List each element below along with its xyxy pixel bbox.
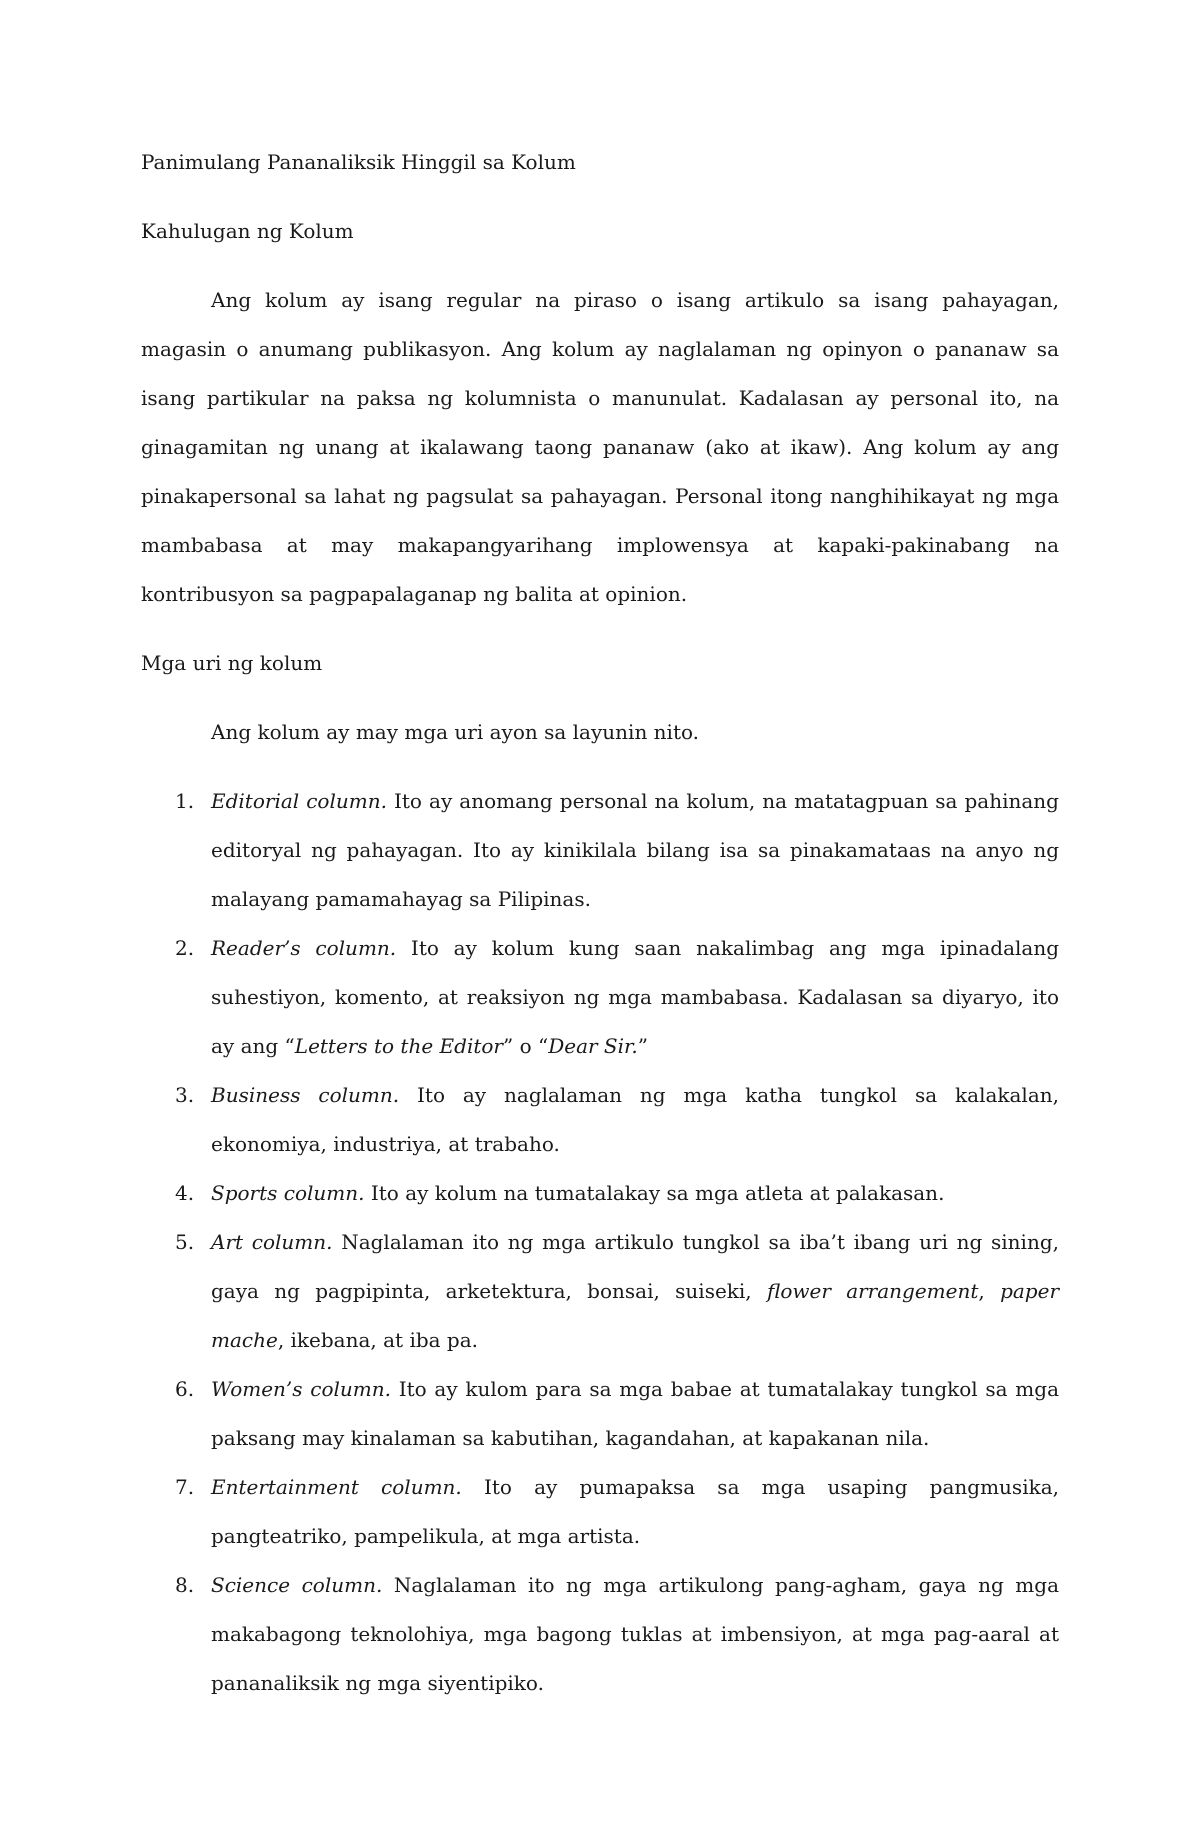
document-body [141,138,1059,1708]
list-item-term: Business column. [211,1083,400,1107]
list-item-readers [141,924,1059,1071]
list-item-emphasis: Letters to the Editor [294,1034,503,1058]
list-item-term: Women’s column. [211,1377,391,1401]
list-item-text: ” o “ [502,1034,549,1058]
list-item-text: Naglalaman ito ng mga artikulo tungkol sa iba’t ibang uri ng sining, gaya ng pagpipinta, arketektura, bonsai, suiseki, [211,1230,1059,1303]
list-item-term: Reader’s column. [211,936,397,960]
list-item-number: 3. [175,1083,195,1107]
list-item-text: Ito ay kolum kung saan nakalimbag ang mga ipinadalang suhestiyon, komento, at reaksiyon ng mga mambabasa. Kadalasan sa diyaryo, ito ay ang “ [211,936,1059,1058]
list-item-text: , ikebana, at iba pa. [277,1328,479,1352]
list-item-art [141,1218,1059,1365]
document-title: Panimulang Pananaliksik Hinggil sa Kolum [141,150,576,174]
definition-paragraph: Ang kolum ay isang regular na piraso o isang artikulo sa isang pahayagan, magasin o anumang publikasyon. Ang kolum ay naglalaman ng opinyon o pananaw sa isang partikular na paksa ng kolumnista o manunulat. Kadalasan ay personal ito, na ginagamitan ng unang at ikalawang taong pananaw (ako at ikaw). Ang kolum ay ang pinakapersonal sa lahat ng pagsulat sa pahayagan. Personal itong nanghihikayat ng mga mambabasa at may makapangyarihang implowensya at kapaki-pakinabang na kontribusyon sa pagpapalaganap ng balita at opinion. [141,288,1059,606]
list-item-text: Ito ay naglalaman ng mga katha tungkol sa kalakalan, ekonomiya, industriya, at trabaho. [211,1083,1059,1156]
list-item-term: Science column. [211,1573,383,1597]
list-item-number: 4. [175,1181,195,1205]
list-item-text: Ito ay kolum na tumatalakay sa mga atleta at palakasan. [364,1181,945,1205]
list-item-text: Naglalaman ito ng mga artikulong pang-agham, gaya ng mga makabagong teknolohiya, mga bagong tuklas at imbensiyon, at mga pag-aaral at pananaliksik ng mga siyentipiko. [211,1573,1059,1695]
list-item-number: 6. [175,1377,195,1401]
list-item-womens [141,1365,1059,1463]
list-item-number: 8. [175,1573,195,1597]
list-item-science [141,1561,1059,1708]
list-item-text: ” [637,1034,648,1058]
column-types-list [141,777,1059,1708]
list-item-term: Art column. [211,1230,333,1254]
list-item-number: 7. [175,1475,195,1499]
list-item-term: Sports column. [211,1181,365,1205]
list-item-entertainment [141,1463,1059,1561]
list-item-text: Ito ay anomang personal na kolum, na matatagpuan sa pahinang editoryal ng pahayagan. Ito ay kinikilala bilang isa sa pinakamataas na anyo ng malayang pamamahayag sa Pilipinas. [211,789,1059,911]
list-item-term: Entertainment column. [211,1475,462,1499]
list-item-emphasis: flower arrangement [766,1279,979,1303]
section-heading-kahulugan: Kahulugan ng Kolum [141,219,354,243]
list-item-sports [141,1169,1059,1218]
list-item-number: 1. [175,789,195,813]
list-item-text: Ito ay kulom para sa mga babae at tumatalakay tungkol sa mga paksang may kinalaman sa kabutihan, kagandahan, at kapakanan nila. [211,1377,1059,1450]
list-item-text: , [978,1279,1001,1303]
list-item-text: Ito ay pumapaksa sa mga usaping pangmusika, pangteatriko, pampelikula, at mga artista. [211,1475,1059,1548]
list-item-business [141,1071,1059,1169]
list-item-term: Editorial column. [211,789,387,813]
list-item-emphasis: paper mache [211,1279,1060,1352]
list-item-emphasis: Dear Sir. [548,1034,638,1058]
section-heading-mga-uri: Mga uri ng kolum [141,651,323,675]
list-item-editorial [141,777,1059,924]
list-item-number: 2. [175,936,195,960]
list-item-number: 5. [175,1230,195,1254]
types-intro-paragraph: Ang kolum ay may mga uri ayon sa layunin nito. [211,720,700,744]
